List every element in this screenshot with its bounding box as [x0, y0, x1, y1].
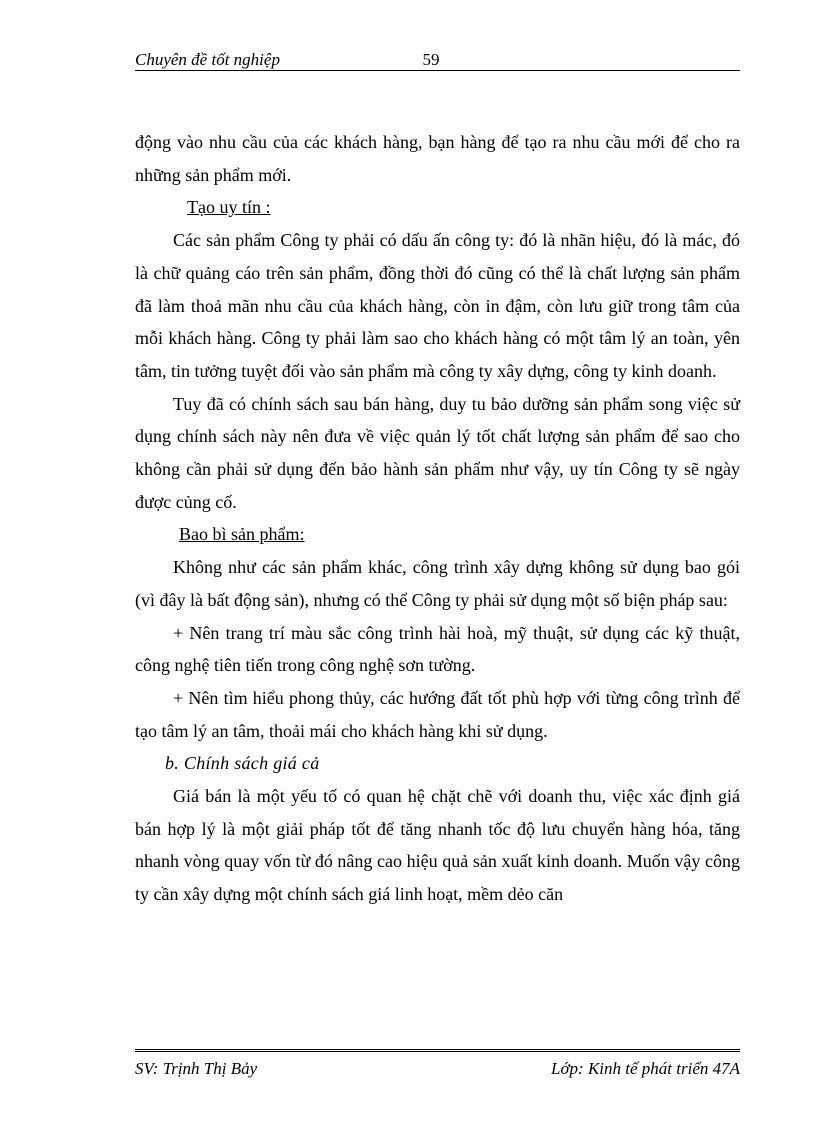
paragraph: Tuy đã có chính sách sau bán hàng, duy tu bảo dưỡng sản phẩm song việc sử dụng chính sách này nên đưa về việc quản lý tốt chất lượng sản phẩm để sao cho không cần phải sử dụng đến bảo hành sản phẩm như vậy, uy tín Công ty sẽ ngày được củng cố.: [135, 393, 740, 512]
class-name: Lớp: Kinh tế phát triển 47A: [551, 1059, 740, 1078]
bullet-paragraph: + Nên trang trí màu sắc công trình hài hoà, mỹ thuật, sử dụng các kỹ thuật, công nghệ tiên tiến trong công nghệ sơn tường.: [135, 622, 740, 676]
student-name: SV: Trịnh Thị Bảy: [135, 1059, 258, 1078]
page-header: [135, 48, 740, 71]
paragraph: Không như các sản phẩm khác, công trình xây dựng không sử dụng bao gói (vì đây là bất động sản), nhưng có thể Công ty phải sử dụng một số biện pháp sau:: [135, 557, 740, 610]
heading-bao-bi-san-pham: Bao bì sản phẩm:: [179, 524, 305, 545]
document-title: Chuyên đề tốt nghiệp: [135, 50, 280, 69]
paragraph-continued: động vào nhu cầu của các khách hàng, bạn hàng để tạo ra nhu cầu mới để cho ra những sản phẩm mới.: [135, 132, 740, 185]
document-body: [135, 126, 740, 911]
paragraph: Giá bán là một yếu tố có quan hệ chặt chẽ với doanh thu, việc xác định giá bán hợp lý là một giải pháp tốt để tăng nhanh tốc độ lưu chuyển hàng hóa, tăng nhanh vòng quay vốn từ đó nâng cao hiệu quả sản xuất kinh doanh. Muốn vậy công ty cần xây dựng một chính sách giá linh hoạt, mềm dẻo căn: [135, 786, 740, 905]
heading-tao-uy-tin: Tạo uy tín :: [187, 197, 271, 218]
paragraph: Các sản phẩm Công ty phải có dấu ấn công ty: đó là nhãn hiệu, đó là mác, đó là chữ quảng cáo trên sản phẩm, đồng thời đó cũng có thể là chất lượng sản phẩm đã làm thoả mãn nhu cầu của khách hàng, còn in đậm, còn lưu giữ trong tâm của mỗi khách hàng. Công ty phải làm sao cho khách hàng có một tâm lý an toàn, yên tâm, tin tưởng tuyệt đối vào sản phẩm mà công ty xây dựng, công ty kinh doanh.: [135, 230, 740, 381]
subsection-heading: b. Chính sách giá cả: [165, 753, 320, 774]
page-number: 59: [422, 50, 440, 69]
page-footer: [135, 1049, 740, 1078]
bullet-paragraph: + Nên tìm hiểu phong thủy, các hướng đất tốt phù hợp với từng công trình để tạo tâm lý an tâm, thoải mái cho khách hàng khi sử dụng.: [135, 687, 740, 741]
